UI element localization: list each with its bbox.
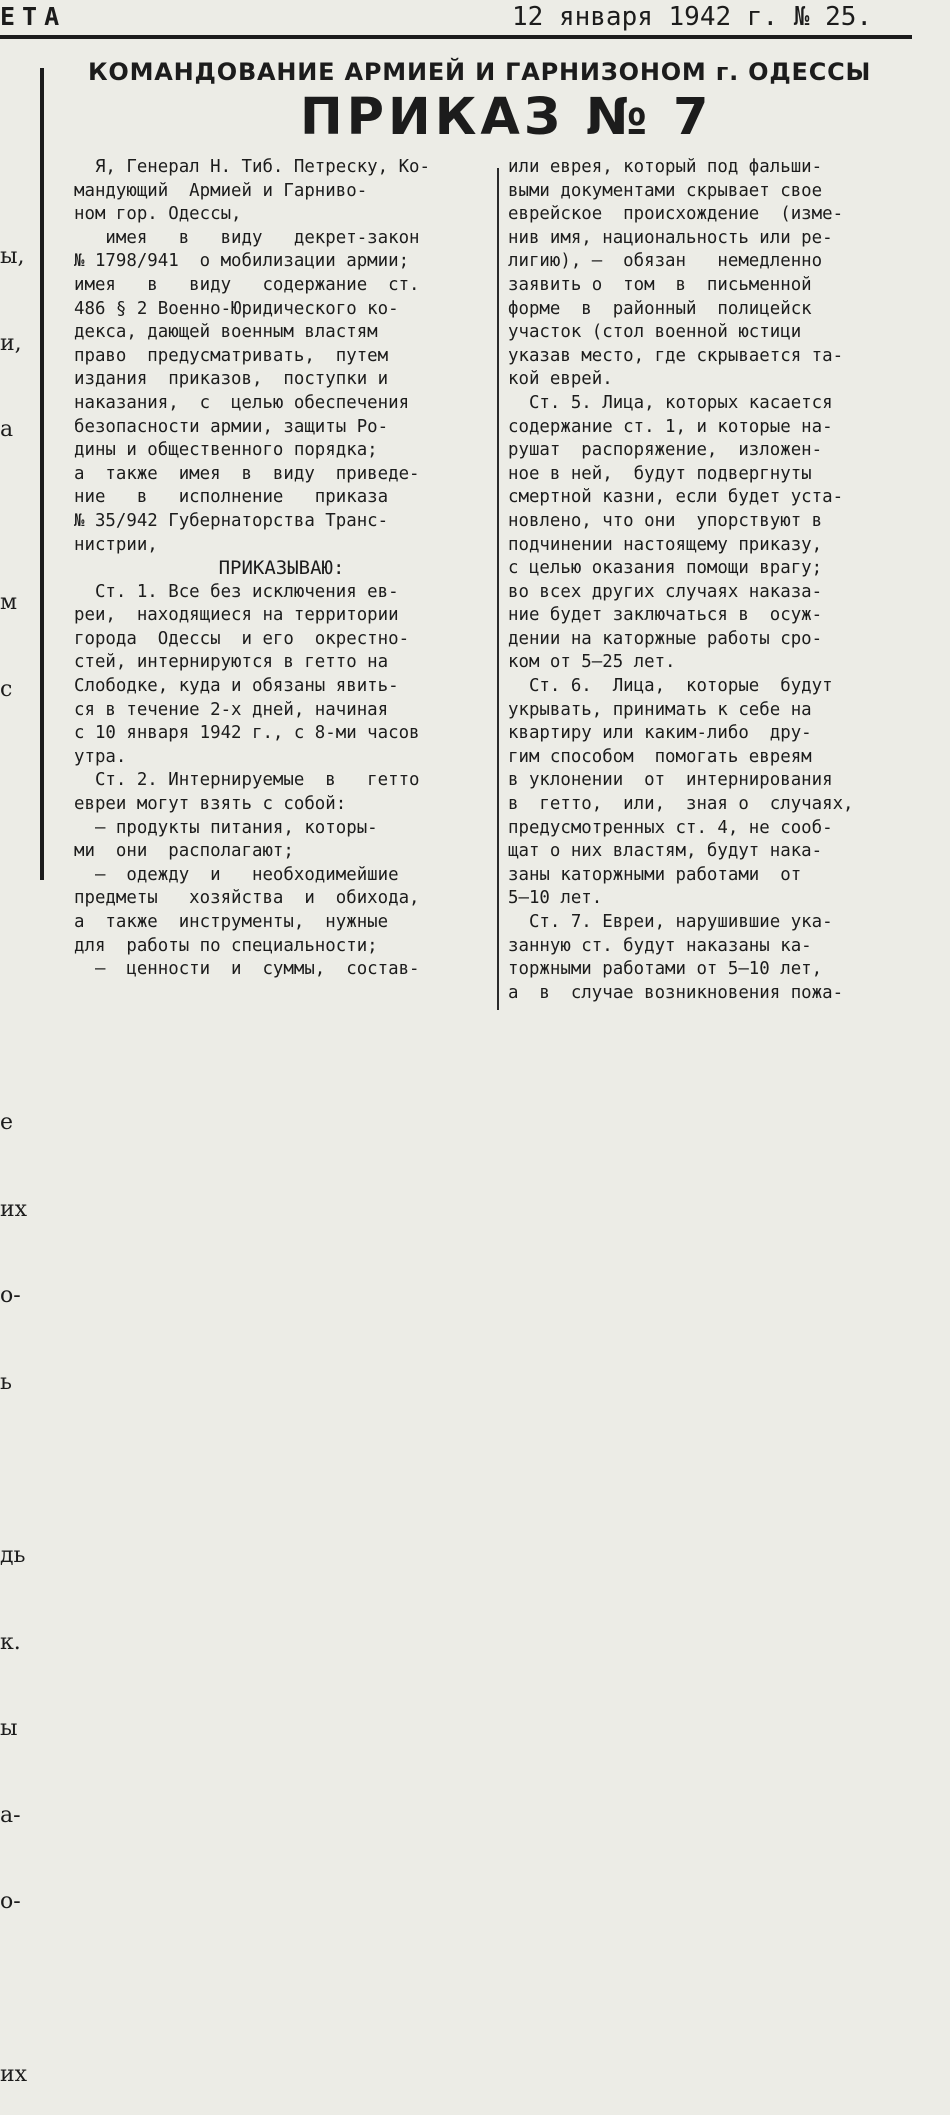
text-line: издания приказов, поступки и <box>74 369 389 390</box>
text-line: а также имея в виду приведе- <box>74 463 420 484</box>
text-line: декса, дающей военным властям <box>74 322 378 343</box>
margin-fragment-line: ы <box>0 1716 18 1742</box>
text-line: Ст. 7. Евреи, нарушившие ука- <box>508 912 833 932</box>
text-line: евреи могут взять с собой: <box>74 794 347 815</box>
text-line: Слободке, куда и обязаны явить- <box>74 676 399 697</box>
margin-fragment-line: о- <box>0 1283 21 1309</box>
article-column-right <box>508 156 920 1005</box>
text-line: в гетто, или, зная о случаях, <box>508 794 854 815</box>
text-line: безопасности армии, защиты Ро- <box>74 416 389 437</box>
text-line: наказания, с целью обеспечения <box>74 392 410 413</box>
text-line: укрывать, принимать к себе на <box>508 699 812 720</box>
margin-fragment-line: и, <box>0 330 22 356</box>
text-line: Ст. 1. Все без исключения ев- <box>74 581 399 602</box>
text-line: форме в районный полицейск <box>508 298 812 319</box>
text-line: ное в ней, будут подвергнуты <box>508 463 812 484</box>
margin-fragment-line: а- <box>0 1802 21 1828</box>
text-line: торжными работами от 5—10 лет, <box>508 959 823 980</box>
text-line: ние в исполнение приказа <box>74 487 389 508</box>
margin-fragment-line: к. <box>0 1629 21 1655</box>
order-heading-prikazyvayu: ПРИКАЗЫВАЮ: <box>218 557 345 580</box>
margin-fragment-line <box>0 1453 34 1477</box>
text-line: а также инструменты, нужные <box>74 912 389 932</box>
text-line: с 10 января 1942 г., с 8-ми часов <box>74 723 420 744</box>
text-line: 5—10 лет. <box>508 888 603 909</box>
text-line: щат о них властям, будут нака- <box>508 841 823 862</box>
text-line: рушат распоряжение, изложен- <box>508 440 823 461</box>
text-line: право предусматривать, путем <box>74 345 389 366</box>
margin-fragment-line: их <box>0 2062 28 2088</box>
margin-fragment-line: м <box>0 590 18 616</box>
text-line: имея в виду декрет-закон <box>74 227 420 248</box>
text-line: предусмотренных ст. 4, не сооб- <box>508 817 833 838</box>
margin-fragment-line: с <box>0 676 13 702</box>
text-line: занную ст. будут наказаны ка- <box>508 935 812 956</box>
text-line: — ценности и суммы, состав- <box>74 959 420 980</box>
margin-fragment-line <box>0 934 34 958</box>
masthead-date-issue: 12 января 1942 г. № 25. <box>512 2 873 32</box>
text-line: стей, интернируются в гетто на <box>74 652 389 673</box>
margin-fragment-line <box>0 501 34 525</box>
text-line: лигию), — обязан немедленно <box>508 251 823 272</box>
text-line: ся в течение 2-х дней, начиная <box>74 699 389 720</box>
masthead-title-fragment: ЕТА <box>0 2 67 31</box>
text-line: 486 § 2 Военно-Юридического ко- <box>74 298 399 319</box>
article-column-left <box>74 156 489 982</box>
text-line: нив имя, национальность или ре- <box>508 227 833 248</box>
text-line: — продукты питания, которы- <box>74 817 378 838</box>
text-line: дении на каторжные работы сро- <box>508 628 823 649</box>
margin-fragment-line <box>0 761 34 785</box>
text-line: ком от 5—25 лет. <box>508 652 676 673</box>
text-line: подчинении настоящему приказу, <box>508 534 823 555</box>
text-line: кой еврей. <box>508 369 613 390</box>
text-line: предметы хозяйства и обихода, <box>74 888 420 909</box>
order-headline: КОМАНДОВАНИЕ АРМИЕЙ И ГАРНИЗОНОМ г. ОДЕССЫ <box>88 58 872 86</box>
text-line: содержание ст. 1, и которые на- <box>508 416 833 437</box>
text-line: нистрии, <box>74 534 158 555</box>
adjacent-column-fragments <box>0 178 34 2115</box>
text-line: еврейское происхождение (изме- <box>508 204 844 225</box>
text-line: Ст. 2. Интернируемые в гетто <box>74 770 420 791</box>
text-line: новлено, что они упорствуют в <box>508 510 823 531</box>
column-rule-middle <box>497 168 499 1010</box>
text-line: с целью оказания помощи врагу; <box>508 558 823 579</box>
margin-fragment-line: о- <box>0 1889 21 1915</box>
text-line: заявить о том в письменной <box>508 274 812 295</box>
text-line: указав место, где скрывается та- <box>508 345 844 366</box>
text-line: имея в виду содержание ст. <box>74 274 420 295</box>
text-line: ном гор. Одессы, <box>74 204 242 225</box>
margin-fragment-line: ы, <box>0 244 25 269</box>
margin-fragment-line <box>0 847 34 871</box>
text-line: гим способом помогать евреям <box>508 746 812 767</box>
text-line: № 35/942 Губернаторства Транс- <box>74 510 389 531</box>
text-line: заны каторжными работами от <box>508 864 802 885</box>
text-line: для работы по специальности; <box>74 935 378 956</box>
text-line: выми документами скрывает свое <box>508 180 823 201</box>
text-line: № 1798/941 о мобилизации армии; <box>74 251 410 272</box>
margin-fragment-line: дь <box>0 1542 26 1568</box>
text-line: квартиру или каким-либо дру- <box>508 723 812 744</box>
text-line: ние будет заключаться в осуж- <box>508 605 823 626</box>
text-line: смертной казни, если будет уста- <box>508 487 844 508</box>
text-line: — одежду и необходимейшие <box>74 864 399 885</box>
text-line: во всех других случаях наказа- <box>508 581 823 602</box>
text-line: Ст. 5. Лица, которых касается <box>508 392 833 413</box>
margin-fragment-line <box>0 1973 34 1997</box>
margin-fragment-line: а <box>0 417 14 443</box>
text-line: мандующий Армией и Гарниво- <box>74 180 368 201</box>
text-line: участок (стол военной юстици <box>508 322 802 343</box>
text-line: утра. <box>74 746 127 767</box>
newspaper-masthead <box>0 0 950 36</box>
order-title: ПРИКАЗ № 7 <box>300 88 713 147</box>
margin-fragment-line: ь <box>0 1369 12 1395</box>
text-line: реи, находящиеся на территории <box>74 605 399 626</box>
text-line: города Одессы и его окрестно- <box>74 628 410 649</box>
margin-fragment-line: их <box>0 1196 28 1222</box>
text-line: дины и общественного порядка; <box>74 440 378 461</box>
masthead-rule <box>0 35 912 39</box>
text-line: а в случае возникновения пожа- <box>508 982 844 1003</box>
text-line: или еврея, который под фальши- <box>508 157 823 177</box>
margin-fragment-line: е <box>0 1109 14 1135</box>
text-line: в уклонении от интернирования <box>508 770 833 791</box>
text-line: ми они располагают; <box>74 841 294 862</box>
text-line: Я, Генерал Н. Тиб. Петреску, Ко- <box>74 157 430 177</box>
text-line: Ст. 6. Лица, которые будут <box>508 676 833 697</box>
margin-fragment-line <box>0 1020 34 1044</box>
column-rule-left <box>40 68 44 880</box>
